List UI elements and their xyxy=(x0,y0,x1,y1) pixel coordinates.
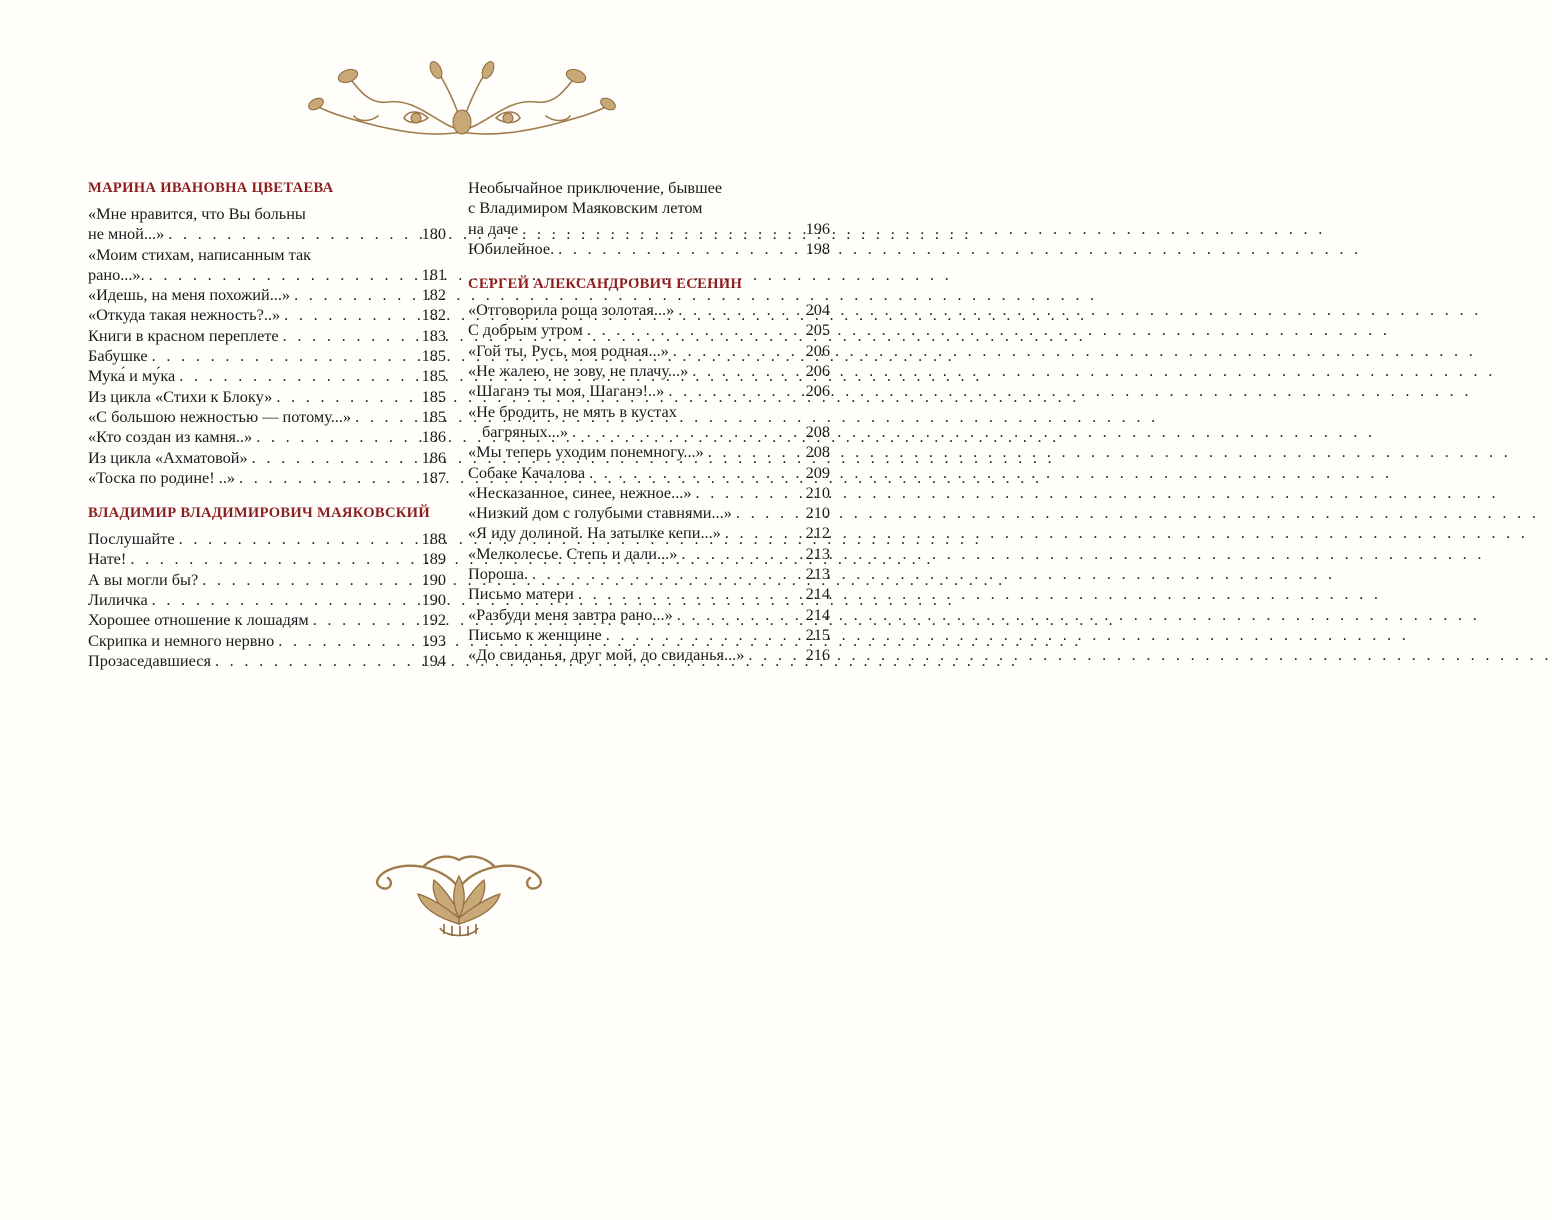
dot-leader xyxy=(152,346,419,366)
page-number: 214 xyxy=(805,604,830,624)
page-number: 215 xyxy=(805,624,830,644)
toc-entry[interactable] xyxy=(88,549,446,569)
toc-entry[interactable] xyxy=(88,265,446,285)
entry-title: «Несказанное, синее, нежное...» xyxy=(468,482,692,502)
page-number: 204 xyxy=(805,300,830,320)
toc-entry[interactable] xyxy=(468,483,830,503)
entry-title: Книги в красном переплете xyxy=(88,325,279,345)
author-heading: ВЛАДИМИР ВЛАДИМИРОВИЧ МАЯКОВСКИЙ xyxy=(88,505,430,522)
page-number: 198 xyxy=(805,238,830,258)
entry-line[interactable]: Необычайное приключение, бывшее xyxy=(468,178,723,197)
dot-leader xyxy=(673,341,803,361)
dot-leader xyxy=(587,320,803,340)
toc-entry[interactable] xyxy=(468,544,830,564)
page-number: 208 xyxy=(805,421,830,441)
entry-title: Письмо матери xyxy=(468,584,574,604)
entry-title: «До свиданья, друг мой, до свиданья...» xyxy=(468,645,745,665)
entry-title: «Гой ты, Русь, моя родная...» xyxy=(468,340,669,360)
toc-entry[interactable] xyxy=(88,305,446,325)
dot-leader xyxy=(130,549,418,569)
toc-entry[interactable] xyxy=(88,529,446,549)
mayakovsky-continued-section xyxy=(468,178,830,259)
dot-leader xyxy=(708,442,803,462)
entry-title: Хорошее отношение к лошадям xyxy=(88,610,309,630)
toc-entry[interactable] xyxy=(88,651,446,671)
page-number: 210 xyxy=(805,503,830,523)
dot-leader xyxy=(606,625,803,645)
page-number: 188 xyxy=(421,529,446,549)
page-number: 182 xyxy=(421,305,446,325)
entry-title: рано...». xyxy=(88,264,145,284)
toc-entry[interactable] xyxy=(468,361,830,381)
author-heading: СЕРГЕЙ АЛЕКСАНДРОВИЧ ЕСЕНИН xyxy=(468,276,743,293)
page-number: 206 xyxy=(805,340,830,360)
toc-entry[interactable] xyxy=(468,381,830,401)
page-number: 206 xyxy=(805,361,830,381)
page-number: 185 xyxy=(421,346,446,366)
page-number: 192 xyxy=(421,610,446,630)
entry-title: «Шаганэ ты моя, Шаганэ!..» xyxy=(468,381,665,401)
toc-entry[interactable] xyxy=(468,422,830,442)
toc-entry[interactable] xyxy=(88,570,446,590)
toc-entry[interactable] xyxy=(88,610,446,630)
dot-leader xyxy=(313,610,419,630)
dot-leader xyxy=(276,387,418,407)
entry-title: «С большою нежностью — потому...» xyxy=(88,406,352,426)
dot-leader xyxy=(239,468,419,488)
entry-title: «Разбуди меня завтра рано...» xyxy=(468,604,673,624)
toc-entry[interactable] xyxy=(88,427,446,447)
entry-title: Лиличка xyxy=(88,590,148,610)
dot-leader xyxy=(558,239,802,259)
dot-leader xyxy=(215,651,419,671)
dot-leader xyxy=(256,427,418,447)
page-number: 190 xyxy=(421,590,446,610)
toc-entry[interactable] xyxy=(468,605,830,625)
entry-title: «Кто создан из камня..» xyxy=(88,427,253,447)
dot-leader xyxy=(283,326,419,346)
entry-title: С добрым утром xyxy=(468,320,583,340)
dot-leader xyxy=(668,381,802,401)
toc-entry[interactable] xyxy=(468,442,830,462)
dot-leader xyxy=(725,523,803,543)
toc-entry[interactable] xyxy=(468,239,830,259)
toc-right-column xyxy=(468,178,830,681)
page-number: 180 xyxy=(421,224,446,244)
page-number: 210 xyxy=(805,482,830,502)
entry-title: «Мы теперь уходим понемногу...» xyxy=(468,442,704,462)
entry-title: Пороша. xyxy=(468,564,529,584)
dot-leader xyxy=(179,366,418,386)
page-number: 196 xyxy=(805,218,830,238)
toc-entry[interactable] xyxy=(468,523,830,543)
entry-title: Нате! xyxy=(88,549,127,569)
entry-title: Юбилейное. xyxy=(468,238,555,258)
toc-entry[interactable] xyxy=(468,625,830,645)
entry-title: «Мелколесье. Степь и дали...» xyxy=(468,543,678,563)
toc-entry[interactable] xyxy=(468,341,830,361)
entry-title: Прозаседавшиеся xyxy=(88,650,211,670)
page-number: 193 xyxy=(421,630,446,650)
dot-leader xyxy=(681,544,802,564)
page-number: 182 xyxy=(421,285,446,305)
entry-title: «Низкий дом с голубыми ставнями...» xyxy=(468,503,732,523)
toc-entry[interactable] xyxy=(88,224,446,244)
page-number: 185 xyxy=(421,406,446,426)
page-number: 213 xyxy=(805,543,830,563)
toc-left-column xyxy=(88,178,446,686)
mayakovsky-section xyxy=(88,503,446,671)
toc-entry[interactable] xyxy=(88,590,446,610)
page-number: 209 xyxy=(805,462,830,482)
dot-leader xyxy=(522,219,802,239)
toc-entry[interactable] xyxy=(88,407,446,427)
toc-entry[interactable] xyxy=(88,285,446,305)
entry-line[interactable]: с Владимиром Маяковским летом xyxy=(468,198,703,218)
page-number: 189 xyxy=(421,549,446,569)
tsvetaeva-section xyxy=(88,178,446,488)
dot-leader xyxy=(532,564,803,584)
entry-title: на даче xyxy=(468,218,519,238)
page-number: 187 xyxy=(421,467,446,487)
dot-leader xyxy=(294,285,419,305)
toc-entry[interactable] xyxy=(88,346,446,366)
entry-title: «Я иду долиной. На затылке кепи...» xyxy=(468,523,721,543)
dot-leader xyxy=(168,224,418,244)
entry-line[interactable]: «Не бродить, не мять в кустах xyxy=(468,401,677,421)
toc-entry[interactable] xyxy=(468,564,830,584)
toc-entry[interactable] xyxy=(468,320,830,340)
author-heading: МАРИНА ИВАНОВНА ЦВЕТАЕВА xyxy=(88,180,334,196)
toc-entry[interactable] xyxy=(468,584,830,604)
page-number: 186 xyxy=(421,427,446,447)
toc-entry[interactable] xyxy=(88,468,446,488)
page-number: 185 xyxy=(421,366,446,386)
dot-leader xyxy=(179,529,419,549)
entry-line[interactable]: «Мне нравится, что Вы больны xyxy=(88,204,306,223)
entry-line[interactable]: «Моим стихам, написанным так xyxy=(88,244,312,264)
entry-title: «Откуда такая нежность?..» xyxy=(88,305,281,325)
dot-leader xyxy=(278,631,418,651)
dot-leader xyxy=(736,503,803,523)
page-number: 190 xyxy=(421,569,446,589)
entry-title: Бабушке xyxy=(88,346,148,366)
dot-leader xyxy=(678,300,802,320)
acanthus-ornament-icon xyxy=(364,848,554,940)
page-number: 186 xyxy=(421,447,446,467)
dot-leader xyxy=(692,361,802,381)
entry-title: А вы могли бы? xyxy=(88,569,199,589)
entry-title: Письмо к женщине xyxy=(468,624,602,644)
dot-leader xyxy=(578,584,803,604)
entry-title: «Тоска по родине! ..» xyxy=(88,467,236,487)
toc-entry[interactable] xyxy=(88,387,446,407)
floral-ornament-icon xyxy=(308,58,616,140)
dot-leader xyxy=(152,590,419,610)
toc-entry[interactable] xyxy=(468,503,830,523)
page-number: 194 xyxy=(421,650,446,670)
dot-leader xyxy=(589,463,803,483)
entry-title: Скрипка и немного нервно xyxy=(88,630,275,650)
page-number: 212 xyxy=(805,523,830,543)
entry-title: Послушайте xyxy=(88,529,175,549)
dot-leader xyxy=(252,448,419,468)
dot-leader xyxy=(696,483,803,503)
dot-leader xyxy=(748,645,802,665)
dot-leader xyxy=(355,407,419,427)
entry-title: «Идешь, на меня похожий...» xyxy=(88,285,291,305)
toc-entry[interactable] xyxy=(468,645,830,665)
entry-title: не мной...» xyxy=(88,224,165,244)
page-number: 205 xyxy=(805,320,830,340)
entry-title: Собаке Качалова xyxy=(468,462,586,482)
page-number: 214 xyxy=(805,584,830,604)
dot-leader xyxy=(572,422,803,442)
entry-title: Из цикла «Стихи к Блоку» xyxy=(88,386,273,406)
entry-title: «Отговорила роща золотая...» xyxy=(468,300,675,320)
page-number: 213 xyxy=(805,564,830,584)
toc-entry[interactable] xyxy=(88,448,446,468)
toc-entry[interactable] xyxy=(88,631,446,651)
entry-title: Мука́ и му́ка xyxy=(88,366,176,386)
toc-entry[interactable] xyxy=(468,300,830,320)
toc-entry[interactable] xyxy=(88,366,446,386)
toc-entry[interactable] xyxy=(468,463,830,483)
dot-leader xyxy=(284,305,418,325)
entry-title: багряных...» xyxy=(482,421,568,441)
entry-title: Из цикла «Ахматовой» xyxy=(88,447,248,467)
page-number: 181 xyxy=(421,264,446,284)
page-number: 206 xyxy=(805,381,830,401)
dot-leader xyxy=(202,570,418,590)
dot-leader xyxy=(677,605,803,625)
toc-entry[interactable] xyxy=(88,326,446,346)
entry-title: «Не жалею, не зову, не плачу...» xyxy=(468,361,689,381)
page-number: 185 xyxy=(421,386,446,406)
page-number: 216 xyxy=(805,645,830,665)
toc-entry[interactable] xyxy=(468,219,830,239)
page-number: 208 xyxy=(805,442,830,462)
esenin-section xyxy=(468,274,830,665)
page-number: 183 xyxy=(421,325,446,345)
dot-leader xyxy=(149,265,419,285)
